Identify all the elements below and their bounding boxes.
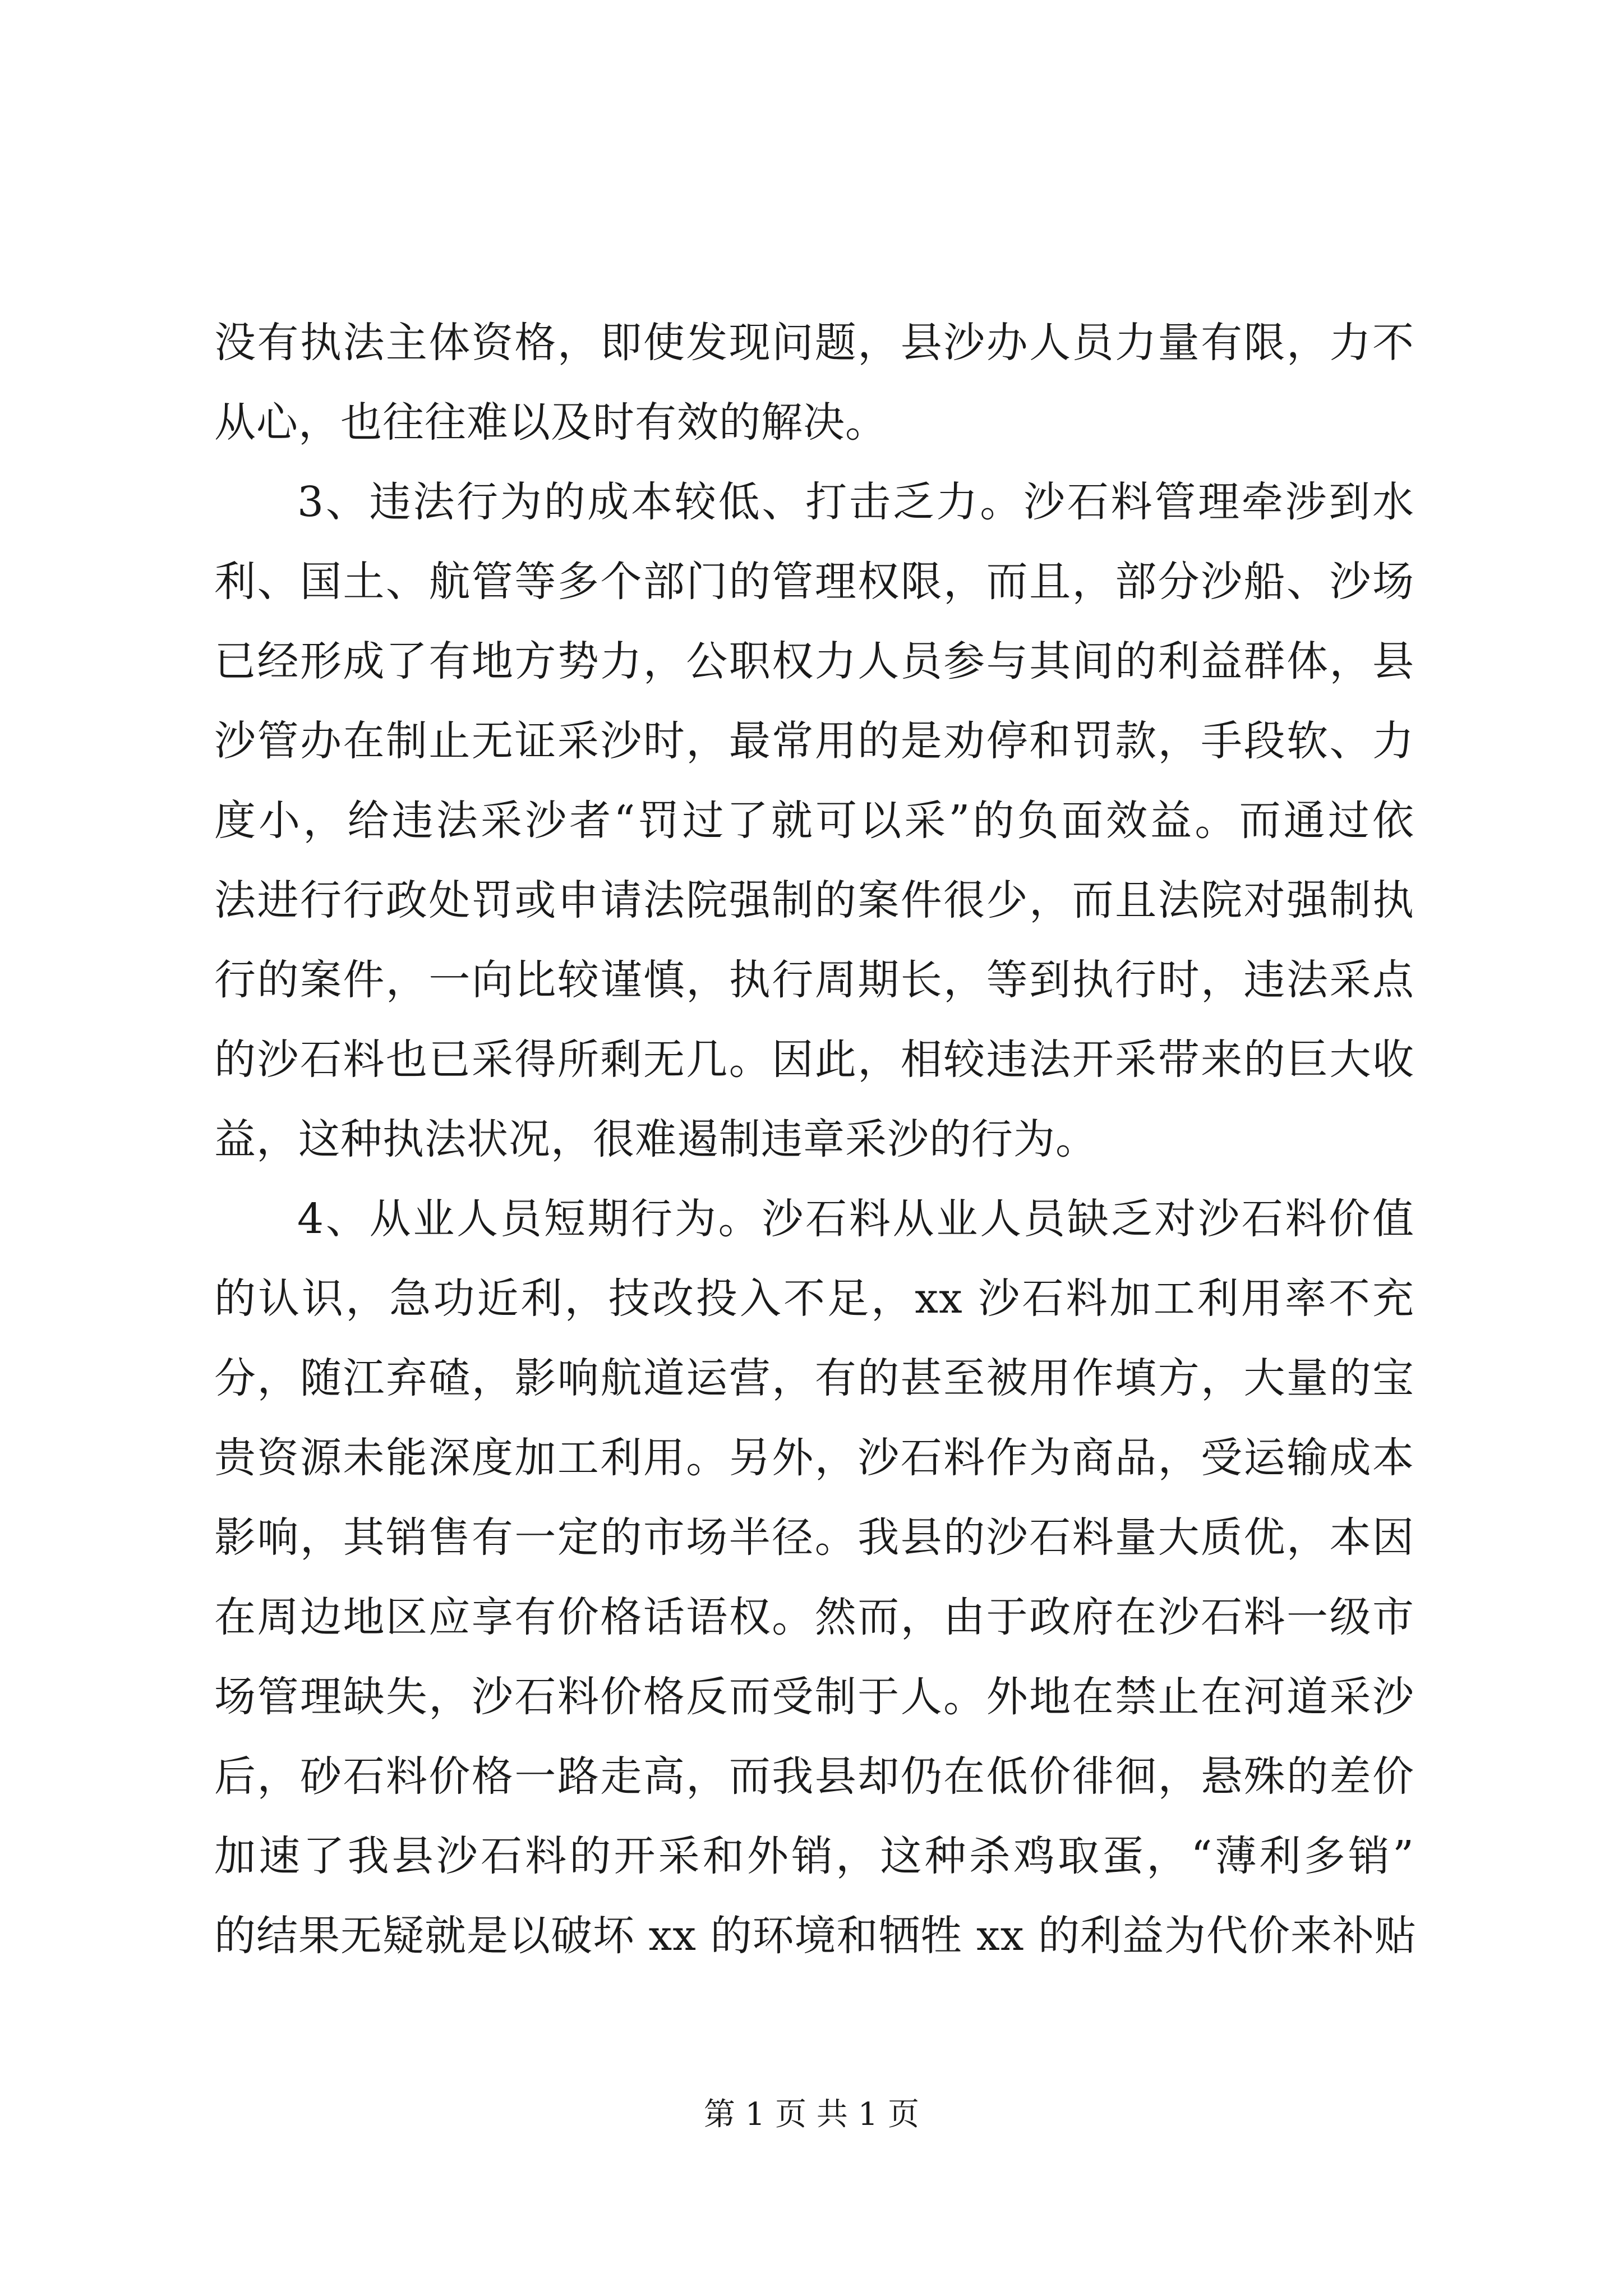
text-line: 4、从业人员短期行为。沙石料从业人员缺乏对沙石料价值 — [297, 1195, 1414, 1243]
text-line: 法进行行政处罚或申请法院强制的案件很少，而且法院对强制执 — [214, 876, 1414, 924]
text-line: 加速了我县沙石料的开采和外销，这种杀鸡取蛋，“薄利多销” — [214, 1832, 1414, 1880]
text-line: 已经形成了有地方势力，公职权力人员参与其间的利益群体，县 — [214, 637, 1414, 685]
text-line: 的结果无疑就是以破坏 xx 的环境和牺牲 xx 的利益为代价来补贴 — [214, 1912, 1417, 1960]
text-line: 的认识，急功近利，技改投入不足，xx 沙石料加工利用率不充 — [214, 1274, 1414, 1323]
text-line: 行的案件，一向比较谨慎，执行周期长，等到执行时，违法采点 — [214, 956, 1414, 1004]
text-line: 3、违法行为的成本较低、打击乏力。沙石料管理牵涉到水 — [297, 478, 1414, 526]
text-line: 的沙石料也已采得所剩无几。因此，相较违法开采带来的巨大收 — [214, 1036, 1414, 1084]
text-line: 在周边地区应享有价格话语权。然而，由于政府在沙石料一级市 — [214, 1593, 1414, 1641]
text-line: 贵资源未能深度加工利用。另外，沙石料作为商品，受运输成本 — [214, 1434, 1414, 1482]
text-line: 场管理缺失，沙石料价格反而受制于人。外地在禁止在河道采沙 — [214, 1673, 1414, 1721]
page-footer: 第 1 页 共 1 页 — [703, 2096, 920, 2133]
text-line: 后，砂石料价格一路走高，而我县却仍在低价徘徊，悬殊的差价 — [214, 1752, 1414, 1801]
text-line: 没有执法主体资格，即使发现问题，县沙办人员力量有限，力不 — [214, 319, 1414, 367]
text-line: 利、国土、航管等多个部门的管理权限，而且，部分沙船、沙场 — [214, 558, 1414, 606]
text-line: 影响，其销售有一定的市场半径。我县的沙石料量大质优，本因 — [214, 1513, 1414, 1562]
text-line: 从心，也往往难以及时有效的解决。 — [214, 398, 887, 447]
text-line: 度小，给违法采沙者“罚过了就可以采”的负面效益。而通过依 — [214, 797, 1414, 845]
text-line: 分，随江弃碴，影响航道运营，有的甚至被用作填方，大量的宝 — [214, 1354, 1414, 1402]
text-line: 沙管办在制止无证采沙时，最常用的是劝停和罚款，手段软、力 — [214, 717, 1414, 765]
body-text — [214, 303, 1417, 1976]
text-line: 益，这种执法状况，很难遏制违章采沙的行为。 — [214, 1115, 1098, 1163]
